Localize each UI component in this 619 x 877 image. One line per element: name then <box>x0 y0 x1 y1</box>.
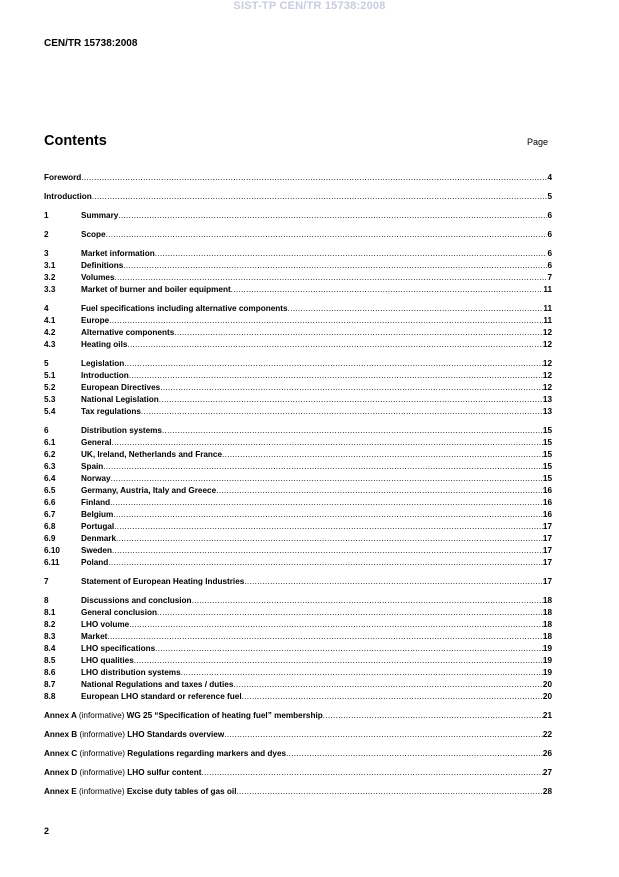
toc-entry-title: Market of burner and boiler equipment <box>81 285 231 294</box>
toc-entry-title: Fuel specifications including alternative components <box>81 304 288 313</box>
toc-entry[interactable] <box>44 284 552 296</box>
toc-entry-page: 19 <box>542 656 552 665</box>
toc-entry-number: 4.3 <box>44 340 56 349</box>
toc-entry[interactable] <box>44 607 552 619</box>
toc-entry-number: 5.2 <box>44 383 56 392</box>
dot-leader <box>236 786 542 798</box>
dot-leader <box>141 406 543 418</box>
dot-leader <box>242 691 543 703</box>
toc-entry-title: LHO distribution systems <box>81 668 181 677</box>
toc-entry[interactable] <box>44 358 552 370</box>
annex-title: LHO Standards overview <box>127 730 225 739</box>
toc-entry-number: 6.10 <box>44 546 60 555</box>
dot-leader <box>111 473 543 485</box>
toc-entry-title: Distribution systems <box>81 426 162 435</box>
dot-leader <box>118 210 547 222</box>
toc-entry-number: 6.3 <box>44 462 56 471</box>
toc-entry[interactable] <box>44 191 552 203</box>
dot-leader <box>222 449 543 461</box>
toc-entry-title: Norway <box>81 474 111 483</box>
toc-entry[interactable] <box>44 437 552 449</box>
dot-leader <box>92 191 548 203</box>
toc-entry-number: 8.4 <box>44 644 56 653</box>
toc-entry[interactable] <box>44 394 552 406</box>
toc-entry-title: LHO specifications <box>81 644 156 653</box>
toc-entry-title: Europe <box>81 316 110 325</box>
dot-leader <box>231 284 544 296</box>
annex-title: Excise duty tables of gas oil <box>126 787 237 796</box>
toc-entry[interactable] <box>44 667 552 679</box>
toc-entry-title: Discussions and conclusion <box>81 596 192 605</box>
dot-leader <box>216 485 543 497</box>
toc-entry-number: 6.8 <box>44 522 56 531</box>
toc-entry-page: 19 <box>542 668 552 677</box>
toc-entry-page: 21 <box>542 711 552 720</box>
dot-leader <box>124 358 543 370</box>
toc-entry-page: 12 <box>542 371 552 380</box>
annex-title: WG 25 “Specification of heating fuel” membership <box>126 711 323 720</box>
toc-entry-title: Portugal <box>81 522 115 531</box>
toc-entry[interactable] <box>44 691 552 703</box>
toc-entry-title <box>44 767 201 779</box>
toc-entry-title: Foreword <box>44 173 82 182</box>
dot-leader <box>174 327 543 339</box>
table-of-contents <box>44 172 552 798</box>
toc-entry-title: UK, Ireland, Netherlands and France <box>81 450 223 459</box>
toc-entry[interactable] <box>44 339 552 351</box>
toc-entry[interactable] <box>44 631 552 643</box>
toc-entry-title: Definitions <box>81 261 124 270</box>
annex-title: LHO sulfur content <box>127 768 202 777</box>
toc-entry[interactable] <box>44 729 552 741</box>
toc-entry-number: 3 <box>44 249 49 258</box>
toc-entry[interactable] <box>44 303 552 315</box>
toc-entry-title <box>44 748 286 760</box>
toc-entry-page: 27 <box>542 768 552 777</box>
toc-entry-page: 12 <box>542 340 552 349</box>
toc-entry[interactable] <box>44 260 552 272</box>
page-title: Contents <box>44 133 107 149</box>
toc-entry-number: 6.4 <box>44 474 56 483</box>
toc-entry-number: 6.7 <box>44 510 56 519</box>
toc-entry-title <box>44 729 224 741</box>
toc-entry-page: 22 <box>542 730 552 739</box>
toc-entry-number: 6.1 <box>44 438 56 447</box>
toc-entry-title: Spain <box>81 462 104 471</box>
toc-entry-number: 4 <box>44 304 49 313</box>
dot-leader <box>129 619 543 631</box>
toc-entry[interactable] <box>44 425 552 437</box>
document-id: CEN/TR 15738:2008 <box>44 38 138 49</box>
dot-leader <box>286 748 543 760</box>
dot-leader <box>192 595 543 607</box>
toc-entry-page: 15 <box>542 462 552 471</box>
toc-entry[interactable] <box>44 172 552 184</box>
toc-entry[interactable] <box>44 533 552 545</box>
toc-entry-page: 6 <box>547 230 552 239</box>
toc-entry-title: Alternative components <box>81 328 175 337</box>
toc-entry[interactable] <box>44 327 552 339</box>
watermark: SIST-TP CEN/TR 15738:2008 <box>233 0 386 12</box>
toc-entry[interactable] <box>44 461 552 473</box>
dot-leader <box>123 260 547 272</box>
toc-entry-page: 17 <box>542 558 552 567</box>
toc-entry[interactable] <box>44 449 552 461</box>
dot-leader <box>109 315 543 327</box>
toc-entry-page: 6 <box>547 261 552 270</box>
toc-entry-page: 18 <box>542 620 552 629</box>
toc-entry-number: 8.3 <box>44 632 56 641</box>
dot-leader <box>108 557 543 569</box>
dot-leader <box>116 533 543 545</box>
dot-leader <box>201 767 542 779</box>
toc-entry-number: 2 <box>44 230 49 239</box>
toc-entry-page: 4 <box>547 173 552 182</box>
toc-entry-number: 8.6 <box>44 668 56 677</box>
toc-entry-page: 20 <box>542 680 552 689</box>
toc-entry[interactable] <box>44 210 552 222</box>
toc-entry-title: LHO volume <box>81 620 130 629</box>
toc-entry[interactable] <box>44 655 552 667</box>
toc-entry-number: 5.3 <box>44 395 56 404</box>
toc-entry-number: 3.1 <box>44 261 56 270</box>
toc-entry-page: 17 <box>542 522 552 531</box>
toc-entry-number: 8 <box>44 596 49 605</box>
toc-entry-page: 15 <box>542 450 552 459</box>
toc-entry-title: Scope <box>81 230 106 239</box>
toc-entry-number: 6.2 <box>44 450 56 459</box>
toc-entry-title: Belgium <box>81 510 114 519</box>
toc-entry-number: 5.1 <box>44 371 56 380</box>
annex-label: Annex D <box>44 768 78 777</box>
toc-entry-title: Heating oils <box>81 340 128 349</box>
toc-entry-number: 5 <box>44 359 49 368</box>
dot-leader <box>113 509 543 521</box>
toc-entry-number: 5.4 <box>44 407 56 416</box>
toc-entry[interactable] <box>44 473 552 485</box>
toc-entry[interactable] <box>44 557 552 569</box>
toc-entry-page: 19 <box>542 644 552 653</box>
annex-type: (informative) <box>78 711 125 720</box>
toc-entry-number: 6.6 <box>44 498 56 507</box>
toc-entry-number: 6.9 <box>44 534 56 543</box>
annex-label: Annex A <box>44 711 77 720</box>
toc-entry-title: Germany, Austria, Italy and Greece <box>81 486 217 495</box>
toc-entry-page: 11 <box>543 285 552 294</box>
toc-entry-page: 20 <box>542 692 552 701</box>
toc-entry-title: LHO qualities <box>81 656 134 665</box>
dot-leader <box>112 545 543 557</box>
toc-entry[interactable] <box>44 497 552 509</box>
toc-entry-page: 7 <box>547 273 552 282</box>
toc-entry[interactable] <box>44 272 552 284</box>
dot-leader <box>127 339 542 351</box>
toc-entry-page: 15 <box>542 474 552 483</box>
toc-entry-page: 18 <box>542 596 552 605</box>
toc-entry[interactable] <box>44 521 552 533</box>
dot-leader <box>181 667 543 679</box>
toc-entry-page: 15 <box>542 438 552 447</box>
dot-leader <box>110 497 543 509</box>
toc-entry[interactable] <box>44 679 552 691</box>
toc-entry-number: 3.3 <box>44 285 56 294</box>
toc-entry-page: 16 <box>542 498 552 507</box>
toc-entry[interactable] <box>44 767 552 779</box>
toc-entry[interactable] <box>44 315 552 327</box>
annex-type: (informative) <box>79 787 125 796</box>
dot-leader <box>288 303 544 315</box>
toc-entry-title: National Regulations and taxes / duties <box>81 680 234 689</box>
toc-entry-page: 5 <box>547 192 552 201</box>
toc-entry-number: 7 <box>44 577 49 586</box>
toc-entry-title: Legislation <box>81 359 125 368</box>
toc-entry-title: Summary <box>81 211 119 220</box>
page-number: 2 <box>44 826 50 836</box>
dot-leader <box>103 461 543 473</box>
dot-leader <box>114 521 543 533</box>
toc-entry-title: Finland <box>81 498 111 507</box>
dot-leader <box>81 172 547 184</box>
toc-entry-page: 18 <box>542 632 552 641</box>
toc-entry[interactable] <box>44 545 552 557</box>
toc-entry-title: Poland <box>81 558 109 567</box>
toc-entry-number: 6.5 <box>44 486 56 495</box>
dot-leader <box>157 607 543 619</box>
dot-leader <box>224 729 543 741</box>
toc-entry-page: 13 <box>542 407 552 416</box>
toc-entry-page: 15 <box>542 426 552 435</box>
toc-entry-title: European Directives <box>81 383 161 392</box>
dot-leader <box>162 425 543 437</box>
dot-leader <box>115 272 548 284</box>
toc-entry[interactable] <box>44 748 552 760</box>
toc-entry[interactable] <box>44 248 552 260</box>
toc-entry-page: 16 <box>542 510 552 519</box>
toc-entry-page: 11 <box>543 304 552 313</box>
toc-entry-title: Sweden <box>81 546 112 555</box>
annex-title: Regulations regarding markers and dyes <box>127 749 287 758</box>
annex-type: (informative) <box>79 768 125 777</box>
toc-entry-title: Statement of European Heating Industries <box>81 577 245 586</box>
dot-leader <box>134 655 543 667</box>
toc-entry-number: 6 <box>44 426 49 435</box>
dot-leader <box>129 370 543 382</box>
dot-leader <box>159 394 543 406</box>
toc-entry-title: General conclusion <box>81 608 157 617</box>
dot-leader <box>107 631 542 643</box>
dot-leader <box>112 437 543 449</box>
toc-entry-number: 8.7 <box>44 680 56 689</box>
dot-leader <box>244 576 543 588</box>
toc-entry-page: 17 <box>542 546 552 555</box>
toc-entry-page: 17 <box>542 577 552 586</box>
toc-entry-title: Introduction <box>44 192 92 201</box>
page-column-label: Page <box>527 137 549 147</box>
toc-entry-page: 28 <box>542 787 552 796</box>
toc-entry[interactable] <box>44 229 552 241</box>
toc-entry-number: 4.2 <box>44 328 56 337</box>
toc-entry-title: Introduction <box>81 371 129 380</box>
dot-leader <box>155 248 548 260</box>
toc-entry-title: National Legislation <box>81 395 159 404</box>
toc-entry-page: 26 <box>542 749 552 758</box>
toc-entry-number: 8.8 <box>44 692 56 701</box>
toc-entry-page: 13 <box>542 395 552 404</box>
toc-entry-number: 8.2 <box>44 620 56 629</box>
toc-entry-title: General <box>81 438 112 447</box>
toc-entry[interactable] <box>44 643 552 655</box>
dot-leader <box>106 229 548 241</box>
toc-entry-page: 6 <box>547 211 552 220</box>
toc-entry-title: Volumes <box>81 273 115 282</box>
annex-label: Annex B <box>44 730 78 739</box>
toc-entry[interactable] <box>44 710 552 722</box>
toc-entry[interactable] <box>44 509 552 521</box>
annex-label: Annex C <box>44 749 78 758</box>
toc-entry-title: Market <box>81 632 108 641</box>
toc-entry-title: Tax regulations <box>81 407 141 416</box>
annex-type: (informative) <box>79 749 125 758</box>
toc-entry-page: 11 <box>543 316 552 325</box>
toc-entry[interactable] <box>44 485 552 497</box>
toc-entry-number: 1 <box>44 211 49 220</box>
toc-entry[interactable] <box>44 406 552 418</box>
toc-entry-number: 3.2 <box>44 273 56 282</box>
annex-label: Annex E <box>44 787 77 796</box>
toc-entry-title <box>44 786 236 798</box>
toc-entry-page: 12 <box>542 328 552 337</box>
dot-leader <box>233 679 542 691</box>
toc-entry-number: 8.5 <box>44 656 56 665</box>
toc-entry[interactable] <box>44 576 552 588</box>
toc-entry-page: 6 <box>547 249 552 258</box>
toc-entry-title <box>44 710 323 722</box>
toc-entry[interactable] <box>44 382 552 394</box>
toc-entry[interactable] <box>44 786 552 798</box>
toc-entry-title: European LHO standard or reference fuel <box>81 692 242 701</box>
toc-entry-title: Market information <box>81 249 155 258</box>
toc-entry-page: 12 <box>542 359 552 368</box>
toc-entry-number: 6.11 <box>44 558 60 567</box>
toc-entry[interactable] <box>44 595 552 607</box>
toc-entry-number: 8.1 <box>44 608 56 617</box>
annex-type: (informative) <box>79 730 125 739</box>
toc-entry-page: 18 <box>542 608 552 617</box>
toc-entry-number: 4.1 <box>44 316 56 325</box>
dot-leader <box>323 710 543 722</box>
toc-entry-page: 12 <box>542 383 552 392</box>
toc-entry[interactable] <box>44 619 552 631</box>
toc-entry-page: 17 <box>542 534 552 543</box>
toc-entry-title: Denmark <box>81 534 117 543</box>
toc-entry-page: 16 <box>542 486 552 495</box>
toc-entry[interactable] <box>44 370 552 382</box>
dot-leader <box>160 382 543 394</box>
dot-leader <box>155 643 543 655</box>
